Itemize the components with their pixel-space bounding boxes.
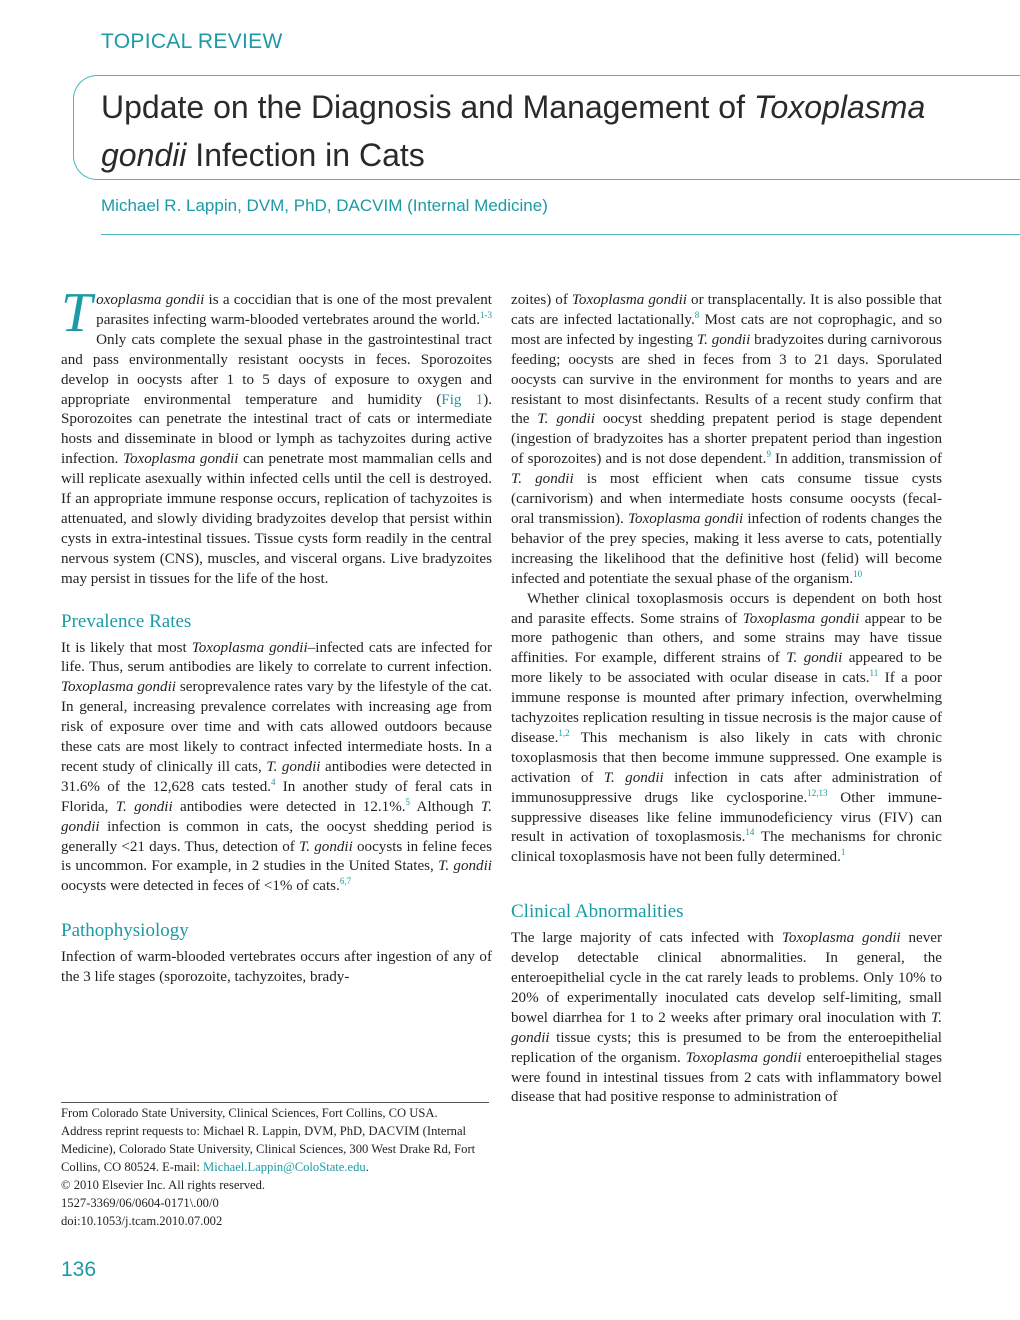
citation-ref[interactable]: 12,13 xyxy=(807,787,828,798)
body-text: Only cats complete the sexual phase in the gastrointestinal tract and pass environmentally resistant oocysts in feces. Sporozoites develop in oocysts after 1 to 5 days of exposure to oxygen and appropriate environmental temperature and humidity ( xyxy=(61,331,492,408)
issn-line: 1527-3369/06/0604-0171\.00/0 xyxy=(61,1196,219,1210)
reprint-address: Address reprint requests to: Michael R. Lappin, DVM, PhD, DACVIM (Internal Medicine), Colorado State University, Clinical Sciences, 300 West Drake Rd, Fort Collins, CO 80524. E-mail: Michael.Lappin@ColoState.edu. xyxy=(61,1124,476,1174)
citation-ref[interactable]: 14 xyxy=(745,827,755,838)
citation-ref[interactable]: 1-3 xyxy=(480,309,492,320)
left-column xyxy=(61,282,493,988)
footnote-divider xyxy=(61,1102,489,1103)
affiliation-line: From Colorado State University, Clinical Sciences, Fort Collins, CO USA. xyxy=(61,1106,438,1120)
page-number: 136 xyxy=(61,1258,97,1281)
italic-term: oxoplasma gondii xyxy=(96,292,205,308)
title-text: Update on the Diagnosis and Management of xyxy=(101,89,754,125)
citation-ref[interactable]: 8 xyxy=(694,309,700,320)
heading-pathophysiology: Pathophysiology xyxy=(61,920,189,942)
pathophysiology-paragraph: Infection of warm-blooded vertebrates occurs after ingestion of any of the 3 life stages (sporozoite, tachyzoites, brady- xyxy=(61,949,492,986)
citation-ref[interactable]: 1 xyxy=(840,847,846,858)
clinical-paragraph: The large majority of cats infected with Toxoplasma gondii never develop detectable clinical abnormalities. In general, the enteroepithelial cycle in the cat rarely leads to problems. Only 10% to 20% of experimentally inoculated cats develop self-limiting, small bowel diarrhea for 1 to 2 weeks after primary oral inoculation with T. gondii tissue cysts; this is presumed to be from the enteroepithelial replication of the organism. Toxoplasma gondii enteroepithelial stages were found in intestinal tissues from 2 cats with inflammatory bowel disease that had positive response to administration of xyxy=(511,930,942,1106)
body-text: can penetrate most mammalian cells and will replicate asexually within infected cells until the cell is destroyed. If an appropriate immune response occurs, replication of tachyzoites is attenuated, and slowly dividing bradyzoites develop that persist within cysts in extra-intestinal tissues. Tissue cysts form readily in the central nervous system (CNS), muscles, and visceral organs. Live bradyzoites may persist in tissues for the life of the host. xyxy=(61,451,492,587)
copyright-line: © 2010 Elsevier Inc. All rights reserved. xyxy=(61,1178,266,1192)
title-text-end: Infection in Cats xyxy=(186,137,425,173)
author-line: Michael R. Lappin, DVM, PhD, DACVIM (Internal Medicine) xyxy=(101,196,548,215)
author-divider xyxy=(101,234,1020,235)
intro-paragraph xyxy=(61,282,493,590)
title-genus: Toxoplasma xyxy=(753,89,926,125)
affiliation-footnote xyxy=(61,1104,491,1230)
citation-ref[interactable]: 4 xyxy=(271,776,276,787)
email-link[interactable]: Michael.Lappin@ColoState.edu xyxy=(203,1160,366,1174)
heading-prevalence: Prevalence Rates xyxy=(61,610,192,632)
heading-clinical: Clinical Abnormalities xyxy=(511,901,684,923)
body-text: is a coccidian that is one of the most prevalent parasites infecting warm-blooded vertebrates around the world. xyxy=(96,292,493,328)
citation-ref[interactable]: 1,2 xyxy=(558,727,570,738)
citation-ref[interactable]: 9 xyxy=(766,449,771,460)
right-column xyxy=(511,291,942,1108)
section-label: TOPICAL REVIEW xyxy=(101,30,283,53)
citation-ref[interactable]: 5 xyxy=(405,796,411,807)
title-species: gondii xyxy=(101,137,187,173)
figure-link[interactable]: Fig 1 xyxy=(441,391,484,408)
italic-term: Toxoplasma gondii xyxy=(122,451,239,468)
citation-ref[interactable]: 10 xyxy=(853,568,863,579)
citation-ref[interactable]: 6,7 xyxy=(339,876,352,887)
article-title xyxy=(101,83,1001,179)
pathogenesis-paragraph: Whether clinical toxoplasmosis occurs is dependent on both host and parasite effects. Some strains of Toxoplasma gondii appear to be more pathogenic than others, and some strains may have tissue affinities. For example, different strains of T. gondii appeared to be more likely to be associated with ocular disease in cats.$^{11}$ If a poor immune response is mounted after primary infection, overwhelming tachyzoites replication resulting in tissue necrosis is the major cause of disease.$^{1,2}$ This mechanism is also likely in cats with chronic toxoplasmosis that then become immune suppressed. One example is activation of T. gondii infection in cats after administration of immunosuppressive drugs like cyclosporine.$^{12,13}$ Other immune-suppressive diseases like feline immunodeficiency virus (FIV) can result in activation of toxoplasmosis.$^{14}$ The mechanisms for chronic clinical toxoplasmosis have not been fully determined.$^1$ xyxy=(511,590,943,866)
drop-cap: T xyxy=(61,282,93,344)
body-text: ). Sporozoites can penetrate the intestinal tract of cats or intermediate hosts and disseminate in blood or lymph as tachyzoites during active infection. xyxy=(61,391,492,468)
prevalence-paragraph: It is likely that most Toxoplasma gondii–infected cats are infected for life. Thus, serum antibodies are likely to correlate to current infection. Toxoplasma gondii seroprevalence rates vary by the lifestyle of the cat. In general, increasing prevalence correlates with increasing age from risk of exposure over time and with cats allowed outdoors because these cats are most likely to contract infected intermediate hosts. In a recent study of clinically ill cats, T. gondii antibodies were detected in 31.6% of the 12,628 cats tested.$^4$ In another study of feral cats in Florida, T. gondii antibodies were detected in 12.1%.$^5$ Although T. gondii infection is common in cats, the oocyst shedding period is generally <21 days. Thus, detection of T. gondii oocysts in feline feces is uncommon. For example, in 2 studies in the United States, T. gondii oocysts were detected in feces of <1% of cats.$^{6,7}$ xyxy=(61,639,492,895)
citation-ref[interactable]: 11 xyxy=(869,668,879,679)
transmission-paragraph: zoites) of Toxoplasma gondii or transplacentally. It is also possible that cats are infected lactationally.$^8$ Most cats are not coprophagic, and so most are infected by ingesting T. gondii bradyzoites during carnivorous feeding; oocysts are shed in feces from 3 to 21 days. Sporulated oocysts can survive in the environment for months to years and are resistant to most disinfectants. Results of a recent study confirm that the T. gondii oocyst shedding prepatent period is stage dependent (ingestion of bradyzoites has a shorter prepatent period than ingestion of sporozoites) and is not dose dependent.$^9$ In addition, transmission of T. gondii is most efficient when cats consume tissue cysts (carnivorism) and when intermediate hosts consume oocysts (fecal-oral transmission). Toxoplasma gondii infection of rodents changes the behavior of the prey species, making it less averse to cats, potentially increasing the likelihood that the definitive host (felid) will become infected and potentiate the sexual phase of the organism.$^{10}$ xyxy=(511,292,943,587)
doi-line: doi:10.1053/j.tcam.2010.07.002 xyxy=(61,1214,223,1228)
